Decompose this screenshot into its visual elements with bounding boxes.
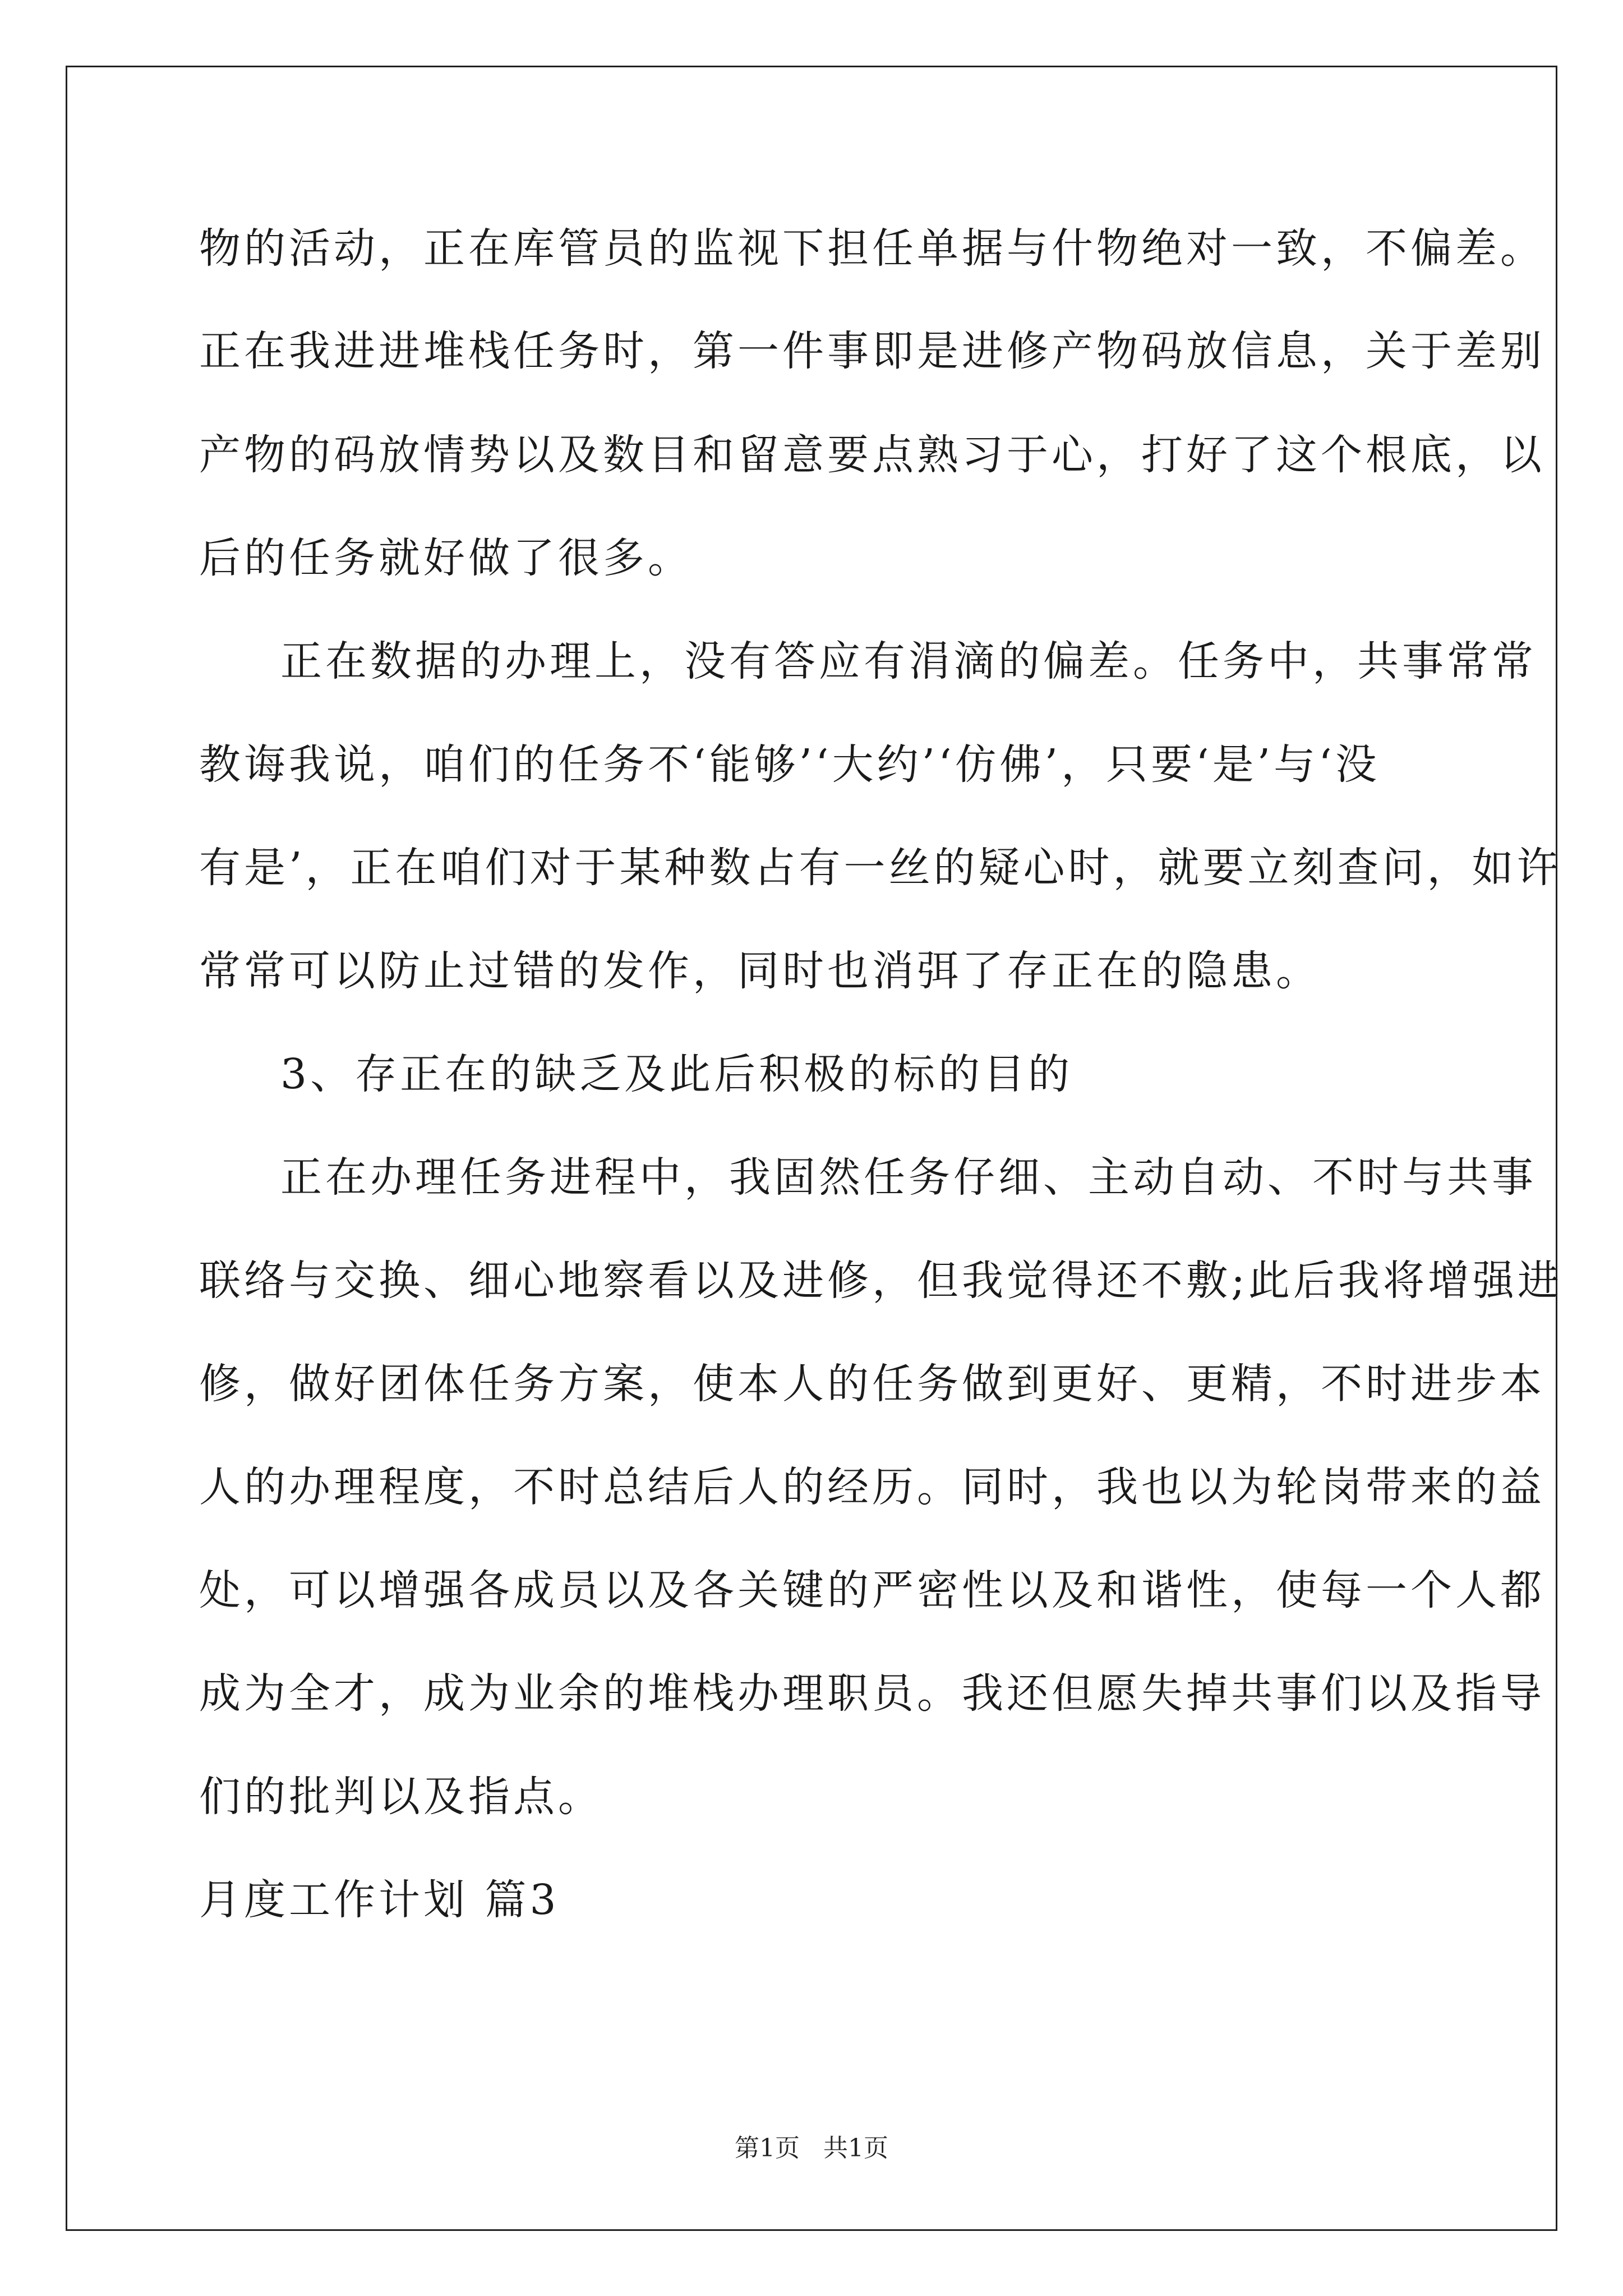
text-line: 后的任务就好做了很多。 [199, 534, 693, 582]
text-line: 联络与交换、细心地察看以及进修，但我觉得还不敷;此后我将增强进 [199, 1257, 1562, 1305]
text-line: 有是’，正在咱们对于某种数占有一丝的疑心时，就要立刻查问，如许 [199, 844, 1562, 892]
text-line: 正在数据的办理上，没有答应有涓滴的偏差。任务中，共事常常 [280, 637, 1537, 685]
text-line: 人的办理程度，不时总结后人的经历。同时，我也以为轮岗带来的益 [199, 1463, 1545, 1511]
text-line: 产物的码放情势以及数目和留意要点熟习于心，打好了这个根底，以 [199, 431, 1545, 479]
page-footer [0, 2133, 1623, 2164]
text-line: 正在办理任务进程中，我固然任务仔细、主动自动、不时与共事 [280, 1153, 1537, 1202]
section-heading: 3、存正在的缺乏及此后积极的标的目的 [280, 1050, 1073, 1098]
text-line: 们的批判以及指点。 [199, 1773, 603, 1821]
text-line: 修，做好团体任务方案，使本人的任务做到更好、更精，不时进步本 [199, 1360, 1545, 1408]
text-line: 教诲我说，咱们的任务不‘能够’‘大约’‘仿佛’，只要‘是’与‘没 [199, 740, 1380, 789]
article-title: 月度工作计划 篇3 [199, 1876, 560, 1924]
page-number: 第1页 共1页 [735, 2134, 888, 2162]
text-line: 正在我进进堆栈任务时，第一件事即是进修产物码放信息，关于差别 [199, 327, 1545, 375]
text-line: 物的活动，正在库管员的监视下担任单据与什物绝对一致，不偏差。 [199, 224, 1545, 273]
text-line: 处，可以增强各成员以及各关键的严密性以及和谐性，使每一个人都 [199, 1566, 1545, 1614]
text-line: 成为全才，成为业余的堆栈办理职员。我还但愿失掉共事们以及指导 [199, 1669, 1545, 1718]
text-line: 常常可以防止过错的发作，同时也消弭了存正在的隐患。 [199, 947, 1321, 995]
